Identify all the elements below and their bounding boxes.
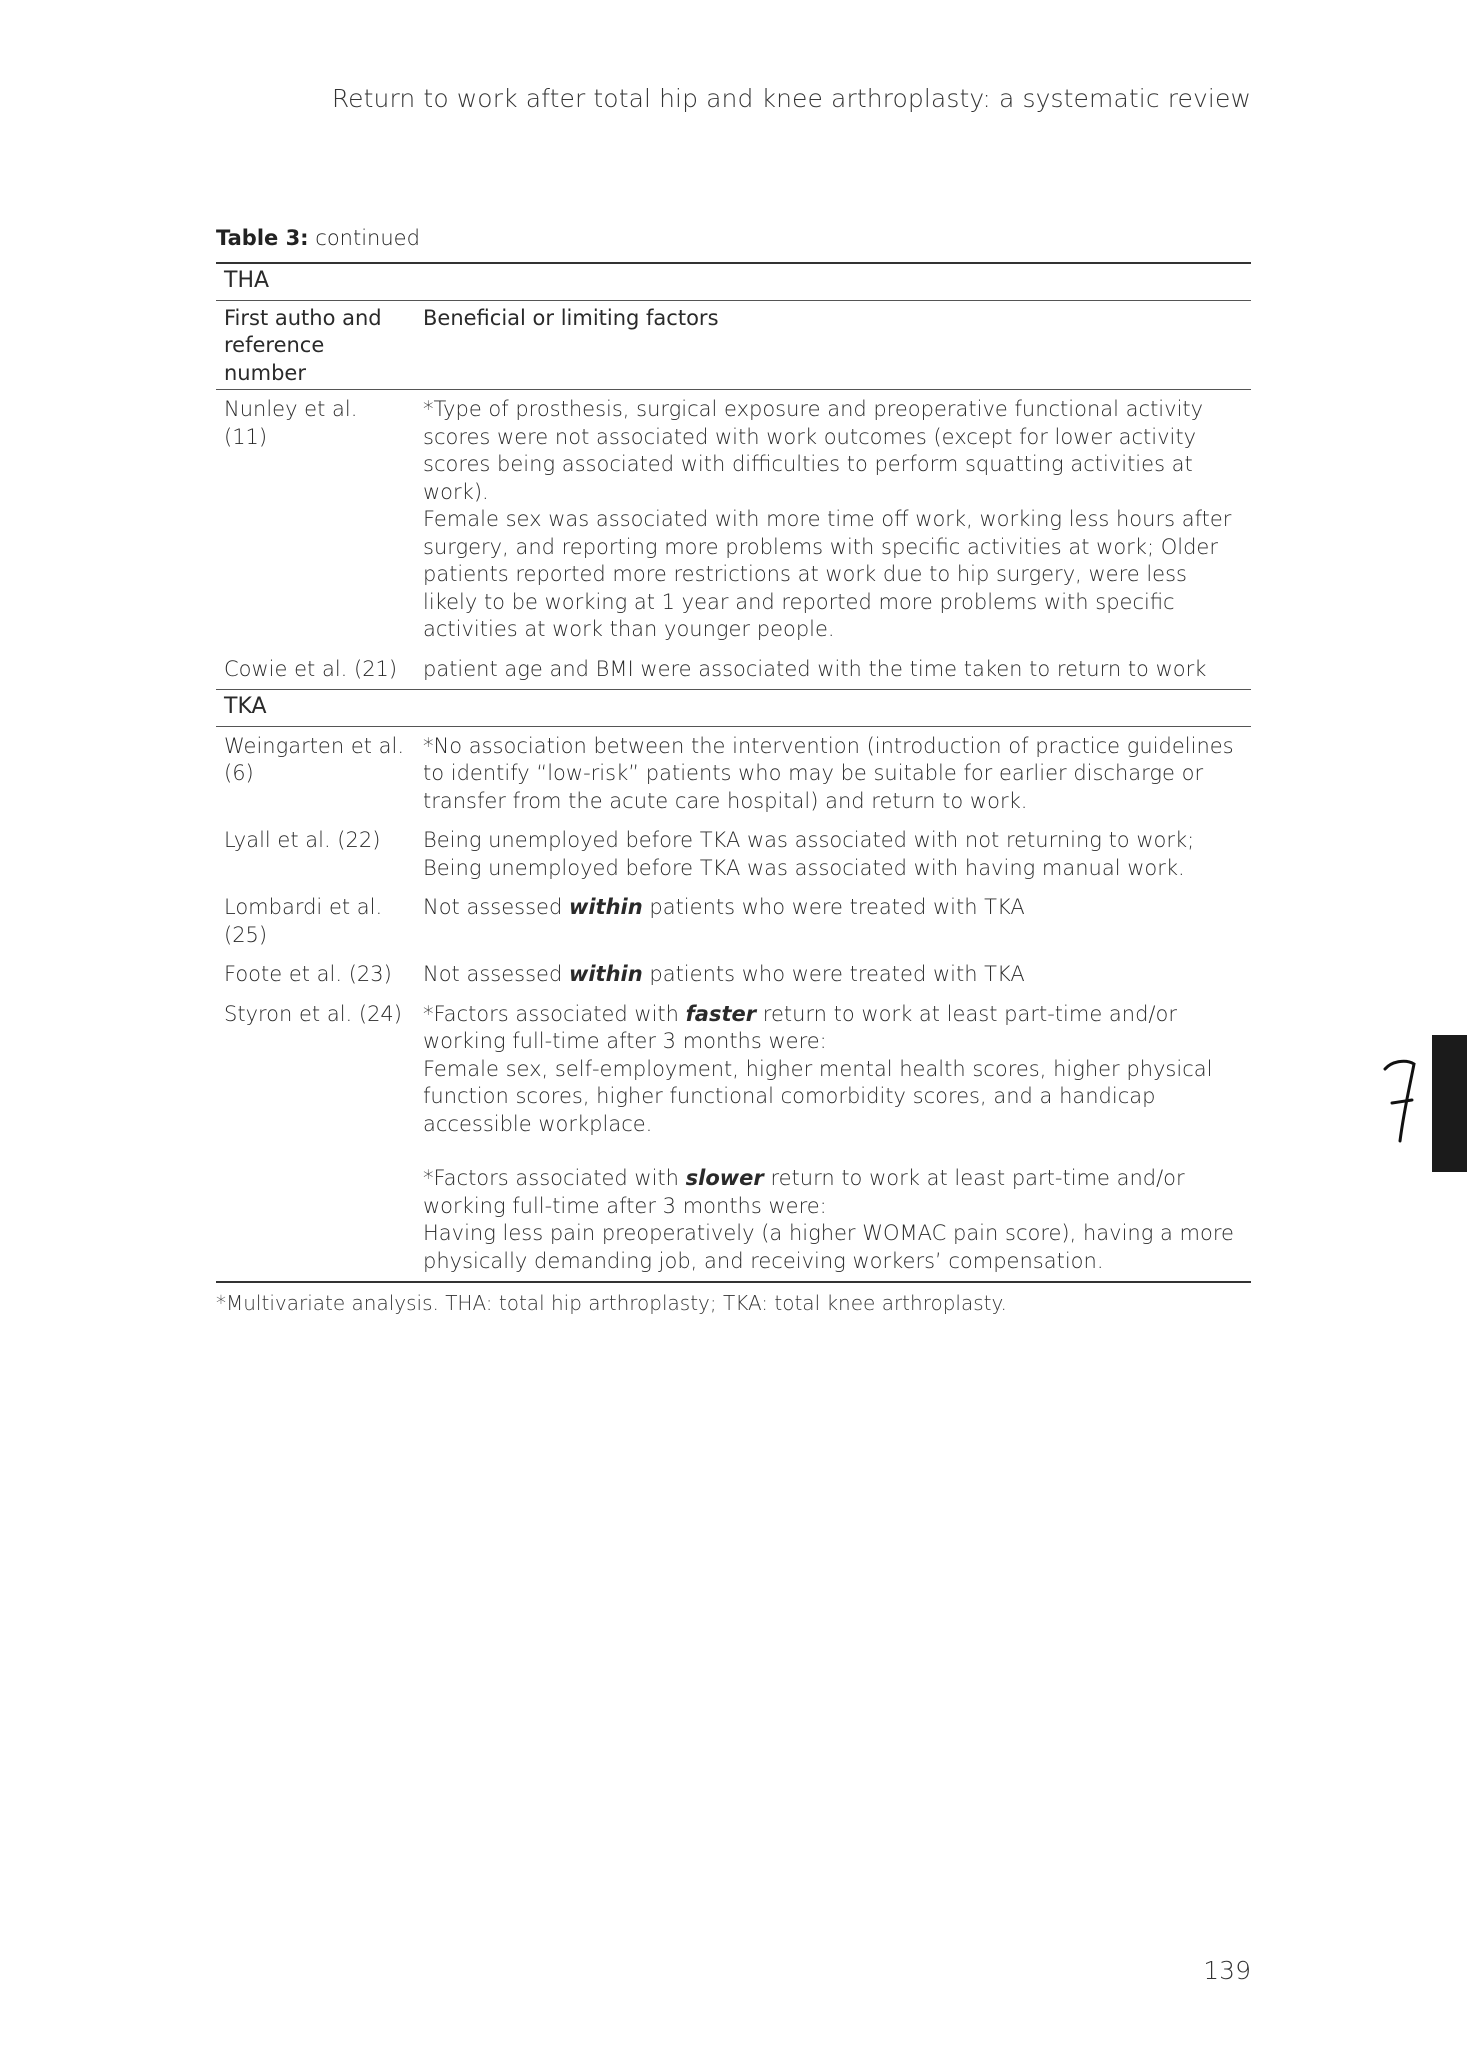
emphasis-text: within <box>568 895 643 919</box>
factors-cell: *No association between the intervention (introduction of practice guidelines to identify “low-risk” patients who may be suitable for earlier discharge or transfer from the acute care hospital) and return to work. <box>415 726 1251 821</box>
paragraph-gap <box>423 1138 1243 1165</box>
author-cell: Weingarten et al. (6) <box>216 726 415 821</box>
emphasis-text: within <box>568 962 643 986</box>
factor-text: *Factors associated with <box>423 1166 686 1190</box>
factor-text: *Factors associated with <box>423 1001 686 1026</box>
chapter-thumb-tab <box>1432 1035 1467 1172</box>
section-row-tka <box>216 690 1251 727</box>
column-header-factors: Beneficial or limiting factors <box>415 300 1251 390</box>
factor-paragraph <box>423 1165 1243 1220</box>
table-row <box>216 888 1251 955</box>
table-3-continued <box>216 226 1251 1315</box>
column-header-author: First autho and reference number <box>216 300 415 390</box>
table-row <box>216 650 1251 690</box>
factors-cell: patient age and BMI were associated with the time taken to return to work <box>423 656 1207 681</box>
emphasis-text: faster <box>685 1001 757 1026</box>
chapter-number-7-icon <box>1380 1055 1420 1145</box>
page-number: 139 <box>1203 1956 1251 1985</box>
factor-paragraph: *Type of prosthesis, surgical exposure and preoperative functional activity scores were not associated with work outcomes (except for lower activity scores being associated with difficulties to perform squatting activities at work). <box>423 397 1204 504</box>
factor-text: return to work at least part-time and/or working full-time after 3 months were: <box>423 1001 1177 1053</box>
caption-label: Table 3: <box>216 226 309 250</box>
factor-text: Not assessed <box>423 962 569 986</box>
author-cell: Nunley et al. (11) <box>216 390 415 650</box>
factor-list: Female sex, self-employment, higher mental health scores, higher physical function scores, higher functional comorbidity scores, and a handicap accessible workplace. <box>423 1056 1213 1136</box>
factor-paragraph <box>423 1001 1243 1056</box>
factors-cell <box>415 955 1251 995</box>
table-caption <box>216 226 1251 250</box>
factor-text: Not assessed <box>423 895 569 919</box>
table-row <box>216 821 1251 888</box>
factor-text: patients who were treated with TKA <box>642 962 1025 986</box>
factors-cell <box>415 390 1251 650</box>
author-cell: Lombardi et al. (25) <box>224 895 383 947</box>
author-cell: Cowie et al. (21) <box>224 656 398 681</box>
author-cell: Foote et al. (23) <box>224 962 392 986</box>
table-row <box>216 390 1251 650</box>
caption-text: continued <box>308 226 420 250</box>
factors-cell: Being unemployed before TKA was associated with not returning to work; Being unemployed before TKA was associated with having manual work. <box>423 828 1195 880</box>
factors-cell <box>415 888 1251 955</box>
factor-list: Having less pain preoperatively (a higher WOMAC pain score), having a more physically demanding job, and receiving workers’ compensation. <box>423 1221 1234 1273</box>
table-row <box>216 955 1251 995</box>
header-row <box>216 300 1251 390</box>
factor-text: return to work at least part-time and/or working full-time after 3 months were: <box>423 1166 1185 1218</box>
factor-paragraph: Female sex was associated with more time off work, working less hours after surgery, and reporting more problems with specific activities at work; Older patients reported more restrictions at work due to hip surgery, were less likely to be working at 1 year and reported more problems with specific activities at work than younger people. <box>423 507 1232 641</box>
factor-text: patients who were treated with TKA <box>642 895 1025 919</box>
factors-cell <box>415 995 1251 1283</box>
table-row <box>216 995 1251 1283</box>
section-row-tha <box>216 263 1251 300</box>
author-cell: Lyall et al. (22) <box>224 828 381 852</box>
author-cell: Styron et al. (24) <box>216 995 415 1283</box>
section-label-tka: TKA <box>216 690 1251 727</box>
section-label-tha: THA <box>216 263 1251 300</box>
table-row <box>216 726 1251 821</box>
table-footnote: *Multivariate analysis. THA: total hip arthroplasty; TKA: total knee arthroplasty. <box>216 1291 1007 1315</box>
emphasis-text: slower <box>685 1166 764 1190</box>
running-header: Return to work after total hip and knee arthroplasty: a systematic review <box>331 84 1251 113</box>
factors-table <box>216 262 1251 1283</box>
